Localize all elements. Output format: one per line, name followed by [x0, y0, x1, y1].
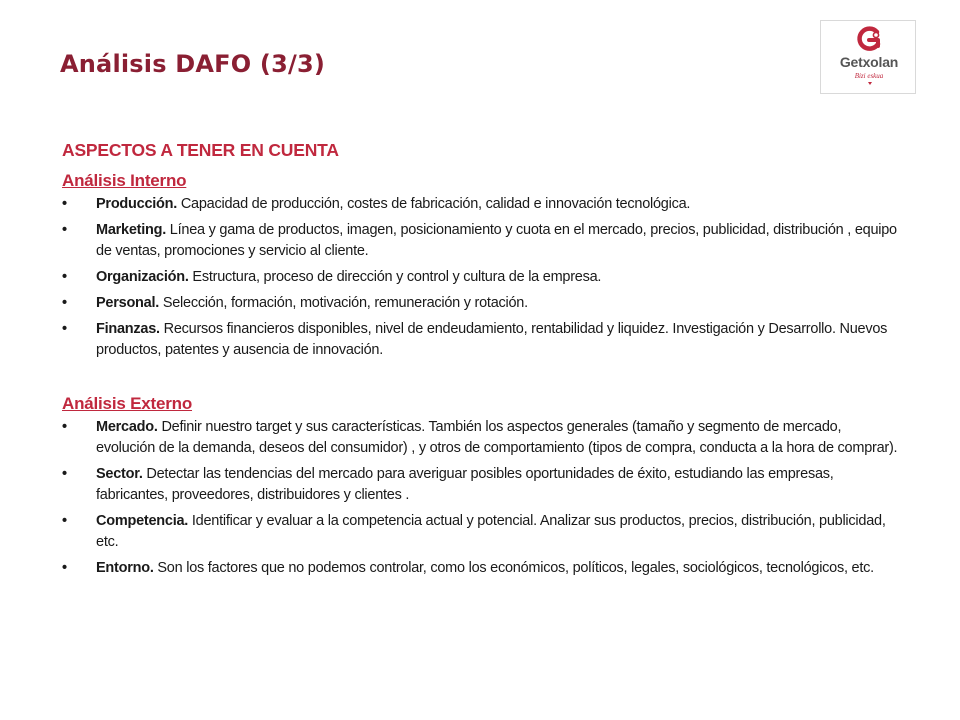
logo-underline-icon	[865, 82, 875, 86]
item-term: Entorno.	[96, 560, 154, 576]
item-text: Línea y gama de productos, imagen, posicionamiento y cuota en el mercado, precios, publicidad, distribución , equipo de ventas, promociones y servicio al cliente.	[96, 222, 897, 259]
item-text: Estructura, proceso de dirección y control y cultura de la empresa.	[192, 269, 602, 285]
getxolan-logo	[820, 20, 916, 94]
logo-name: Getxolan	[839, 54, 899, 70]
bullet-icon: •	[62, 222, 67, 238]
internal-analysis-block	[62, 171, 902, 361]
list-item	[62, 319, 902, 361]
section-heading: ASPECTOS A TENER EN CUENTA	[62, 140, 339, 160]
bullet-icon: •	[62, 295, 67, 311]
item-term: Competencia.	[96, 513, 189, 529]
bullet-icon: •	[62, 560, 67, 576]
getxolan-logo-mark-icon	[855, 25, 883, 53]
list-item	[62, 220, 902, 262]
item-text: Selección, formación, motivación, remuneración y rotación.	[162, 295, 528, 311]
list-item	[62, 194, 902, 215]
content-area	[62, 140, 902, 584]
bullet-icon: •	[62, 419, 67, 435]
slide-title: Análisis DAFO (3/3)	[60, 50, 326, 78]
item-term: Sector.	[96, 466, 143, 482]
item-text: Detectar las tendencias del mercado para averiguar posibles oportunidades de éxito, estudiando las empresas, fabricantes, proveedores, distribuidores y clientes .	[96, 466, 834, 503]
external-analysis-heading: Análisis Externo	[62, 394, 193, 413]
item-text: Capacidad de producción, costes de fabricación, calidad e innovación tecnológica.	[180, 196, 691, 212]
item-text: Identificar y evaluar a la competencia actual y potencial. Analizar sus productos, precios, distribución, publicidad, etc.	[96, 513, 886, 550]
item-term: Organización.	[96, 269, 189, 285]
list-item	[62, 267, 902, 288]
item-term: Marketing.	[96, 222, 167, 238]
logo-tagline: Bizi eskua	[854, 72, 884, 80]
item-text: Son los factores que no podemos controlar, como los económicos, políticos, legales, sociológicos, tecnológicos, etc.	[157, 560, 874, 576]
bullet-icon: •	[62, 321, 67, 337]
list-item	[62, 558, 902, 579]
bullet-icon: •	[62, 196, 67, 212]
bullet-icon: •	[62, 513, 67, 529]
list-item	[62, 511, 902, 553]
external-analysis-list	[62, 417, 902, 579]
bullet-icon: •	[62, 466, 67, 482]
item-term: Personal.	[96, 295, 160, 311]
item-text: Definir nuestro target y sus características. También los aspectos generales (tamaño y segmento de mercado, evolución de la demanda, deseos del consumidor) , y otros de comportamiento (tipos de compra, conducta a la hora de comprar).	[96, 419, 898, 456]
item-text: Recursos financieros disponibles, nivel de endeudamiento, rentabilidad y liquidez. Investigación y Desarrollo. Nuevos productos, patentes y ausencia de innovación.	[96, 321, 888, 358]
list-item	[62, 464, 902, 506]
item-term: Finanzas.	[96, 321, 160, 337]
external-analysis-block	[62, 394, 902, 579]
list-item	[62, 293, 902, 314]
item-term: Producción.	[96, 196, 178, 212]
list-item	[62, 417, 902, 459]
internal-analysis-list	[62, 194, 902, 361]
internal-analysis-heading: Análisis Interno	[62, 171, 187, 190]
item-term: Mercado.	[96, 419, 158, 435]
bullet-icon: •	[62, 269, 67, 285]
